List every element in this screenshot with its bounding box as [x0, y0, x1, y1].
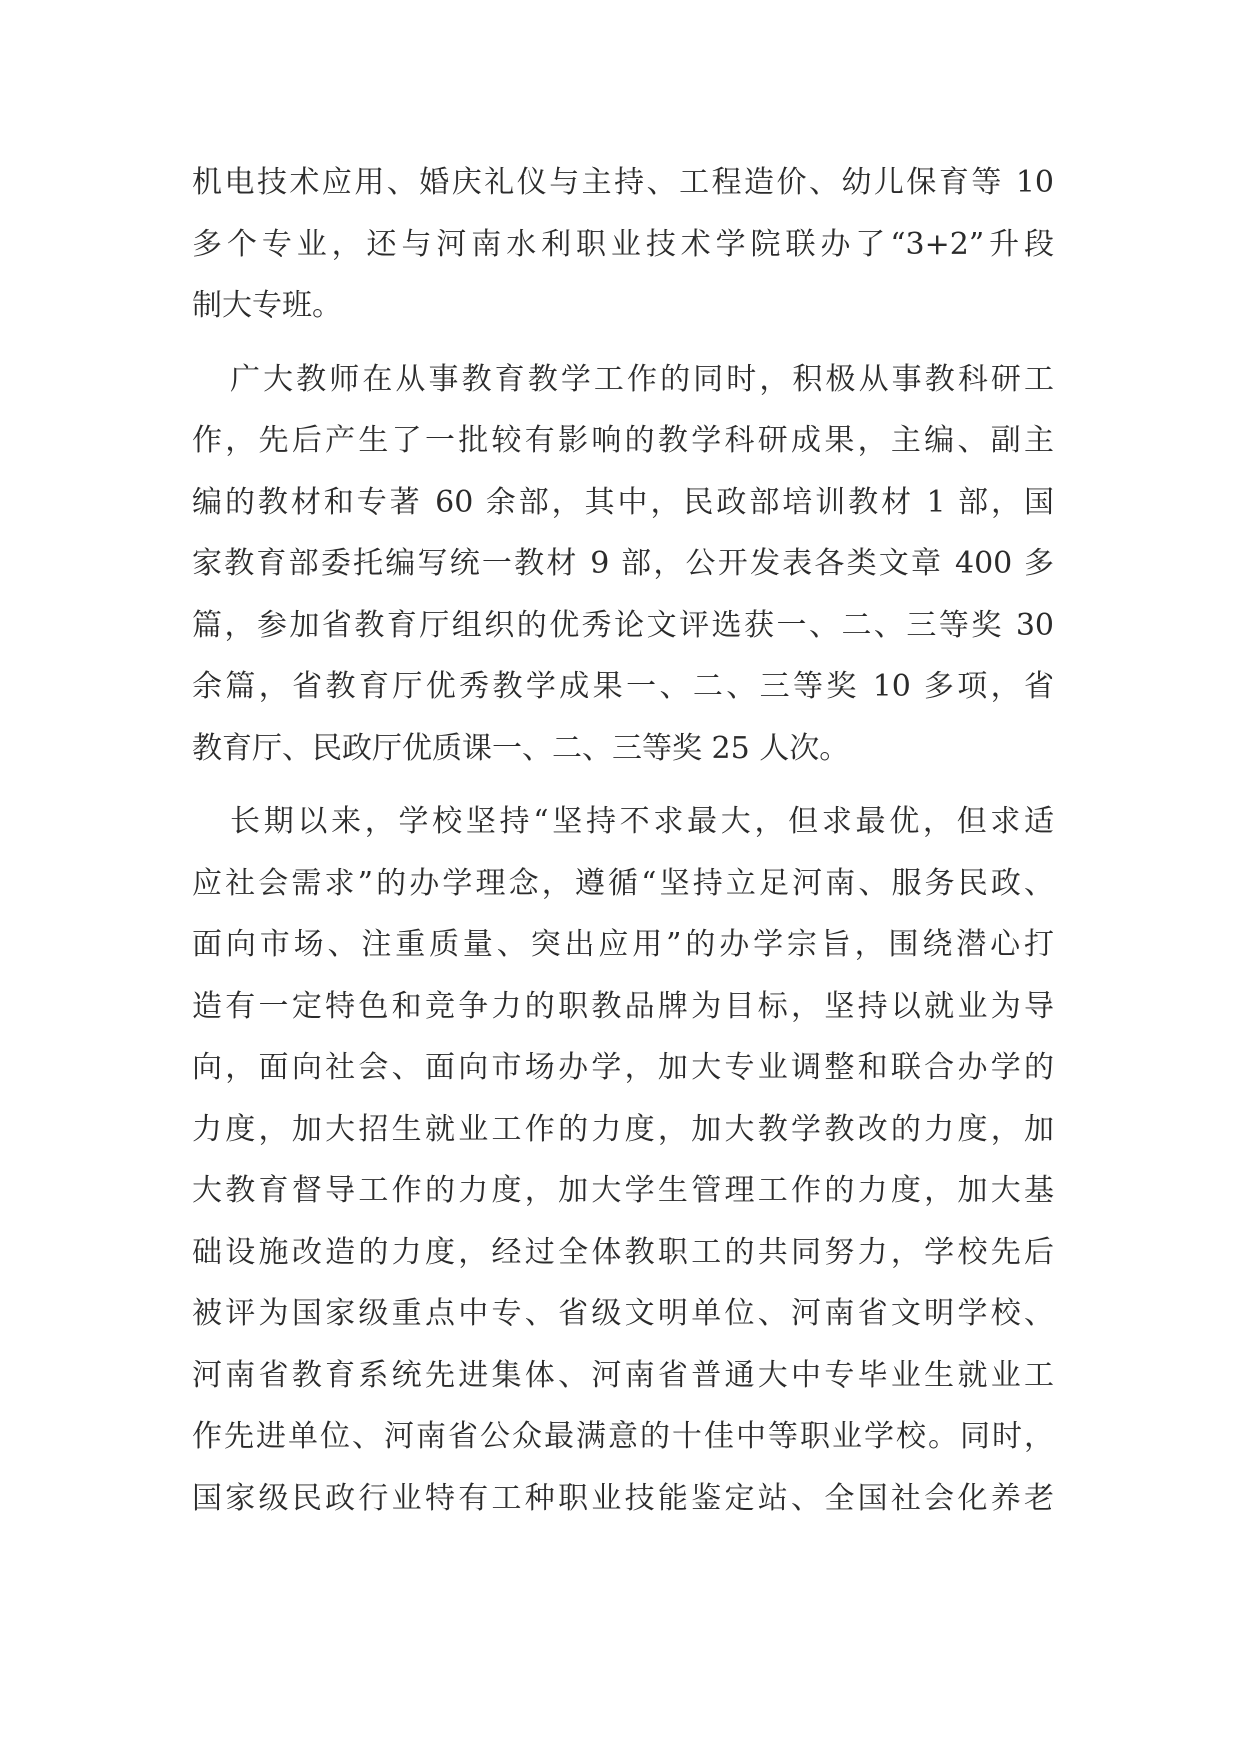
text-line: 教育厅、民政厅优质课一、二、三等奖 25 人次。: [192, 730, 850, 766]
text-line: 广大教师在从事教育教学工作的同时，积极从事教科研工: [230, 361, 1054, 397]
text-line: 作先进单位、河南省公众最满意的十佳中等职业学校。同时，: [192, 1419, 1054, 1454]
text-line: 多个专业，还与河南水利职业技术学院联办了“3+2”升段: [192, 226, 1054, 262]
text-line: 篇，参加省教育厅组织的优秀论文评选获一、二、三等奖 30: [192, 607, 1054, 643]
text-line: 作，先后产生了一批较有影响的教学科研成果，主编、副主: [192, 423, 1054, 458]
text-line: 编的教材和专著 60 余部，其中，民政部培训教材 1 部，国: [192, 484, 1054, 520]
paragraph-majors: [192, 152, 1054, 337]
text-line: 被评为国家级重点中专、省级文明单位、河南省文明学校、: [192, 1296, 1054, 1331]
text-line: 力度，加大招生就业工作的力度，加大教学教改的力度，加: [192, 1111, 1054, 1147]
text-line: 面向市场、注重质量、突出应用”的办学宗旨，围绕潜心打: [192, 927, 1054, 962]
paragraph-philosophy: [192, 791, 1054, 1529]
text-line: 国家级民政行业特有工种职业技能鉴定站、全国社会化养老: [192, 1480, 1054, 1516]
document-body: [192, 152, 1054, 1541]
text-line: 应社会需求”的办学理念，遵循“坚持立足河南、服务民政、: [192, 865, 1054, 901]
text-line: 机电技术应用、婚庆礼仪与主持、工程造价、幼儿保育等 10: [192, 165, 1054, 200]
text-line: 长期以来，学校坚持“坚持不求最大，但求最优，但求适: [230, 804, 1054, 839]
text-line: 造有一定特色和竞争力的职教品牌为目标，坚持以就业为导: [192, 988, 1054, 1024]
text-line: 制大专班。: [192, 288, 342, 323]
text-line: 向，面向社会、面向市场办学，加大专业调整和联合办学的: [192, 1050, 1054, 1085]
text-line: 础设施改造的力度，经过全体教职工的共同努力，学校先后: [192, 1234, 1054, 1270]
text-line: 家教育部委托编写统一教材 9 部，公开发表各类文章 400 多: [192, 546, 1054, 581]
text-line: 余篇，省教育厅优秀教学成果一、二、三等奖 10 多项，省: [192, 669, 1054, 704]
text-line: 河南省教育系统先进集体、河南省普通大中专毕业生就业工: [192, 1357, 1054, 1393]
paragraph-research: [192, 349, 1054, 780]
text-line: 大教育督导工作的力度，加大学生管理工作的力度，加大基: [192, 1173, 1054, 1208]
